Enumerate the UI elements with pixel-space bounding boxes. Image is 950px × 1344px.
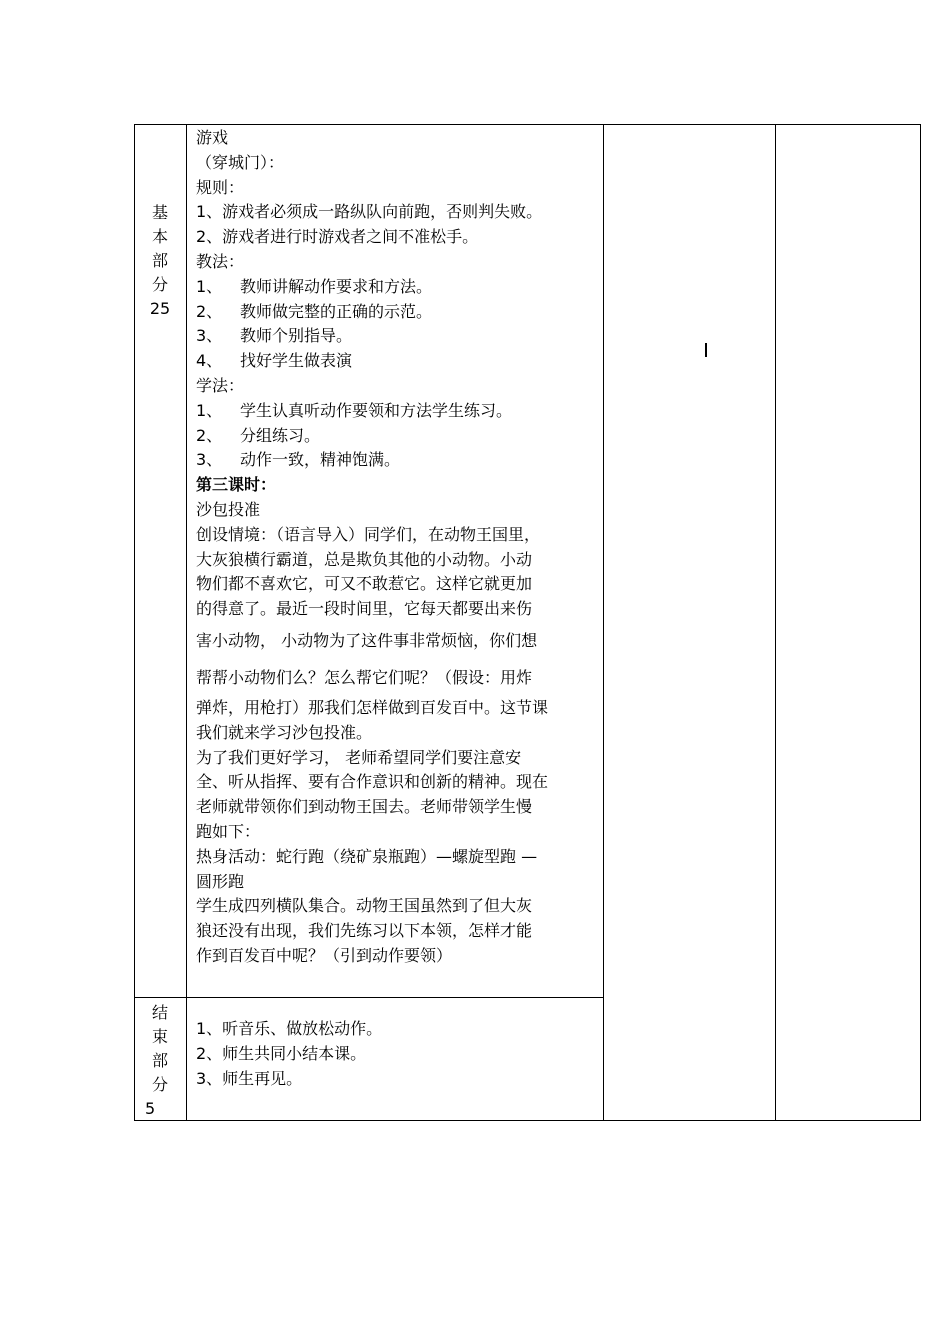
label-char: 束 (151, 1027, 168, 1046)
content-line: 全、听从指挥、要有合作意识和创新的精神。现在 (196, 772, 549, 792)
label-char: 分 (151, 1075, 168, 1094)
label-char: 分 (151, 275, 168, 294)
content-line: 规则： (196, 177, 245, 197)
lesson-plan-table (134, 124, 921, 1121)
text-cursor-mark (705, 343, 707, 357)
content-line: 1、听音乐、做放松动作。 (196, 1019, 383, 1038)
content-line: 沙包投准 (196, 499, 261, 519)
content-line: 害小动物， 小动物为了这件事非常烦恼，你们想 (196, 630, 538, 650)
column-divider (775, 125, 776, 1120)
content-line: 大灰狼横行霸道，总是欺负其他的小动物。小动 (196, 549, 533, 569)
content-line: 1、游戏者必须成一路纵队向前跑，否则判失败。 (196, 202, 543, 222)
learn-step: 3、 动作一致，精神饱满。 (196, 450, 401, 470)
content-line: 创设情境：（语言导入）同学们，在动物王国里， (196, 524, 541, 544)
content-line: 狼还没有出现，我们先练习以下本领，怎样才能 (196, 921, 533, 941)
content-line: 游戏 (196, 128, 229, 147)
content-line: 2、游戏者进行时游戏者之间不准松手。 (196, 227, 479, 247)
label-char: 本 (151, 227, 168, 246)
content-line: 学法： (196, 375, 245, 395)
teach-step: 1、 教师讲解动作要求和方法。 (196, 276, 433, 296)
content-line: 圆形跑 (196, 871, 245, 891)
teach-step: 3、 教师个别指导。 (196, 326, 353, 346)
content-line: 教法： (196, 251, 245, 271)
label-char: 基 (151, 203, 168, 222)
teach-step: 4、 找好学生做表演 (196, 351, 353, 371)
content-line: 物们都不喜欢它，可又不敢惹它。这样它就更加 (196, 574, 533, 594)
basic-section-label (135, 201, 185, 321)
label-char: 部 (151, 1051, 168, 1070)
lesson-heading: 第三课时： (196, 475, 277, 495)
content-line: 帮帮小动物们么？怎么帮它们呢？（假设：用炸 (196, 667, 533, 687)
label-char: 部 (151, 251, 168, 270)
content-line: 作到百发百中呢？（引到动作要领） (196, 945, 453, 965)
content-line: 为了我们更好学习， 老师希望同学们要注意安 (196, 747, 522, 767)
content-line: 弹炸，用枪打）那我们怎样做到百发百中。这节课 (196, 697, 549, 717)
content-line: 的得意了。最近一段时间里，它每天都要出来伤 (196, 599, 533, 619)
content-line: 2、师生共同小结本课。 (196, 1044, 367, 1063)
end-section-content (196, 1016, 606, 1091)
content-line: 学生成四列横队集合。动物王国虽然到了但大灰 (196, 896, 533, 916)
content-line: 老师就带领你们到动物王国去。老师带领学生慢 (196, 797, 533, 817)
content-line: （穿城门）： (196, 152, 285, 172)
learn-step: 1、 学生认真听动作要领和方法学生练习。 (196, 400, 513, 420)
end-section-minutes: 5 (145, 1099, 156, 1118)
row-divider (135, 997, 604, 998)
basic-section-content (196, 126, 606, 969)
content-line: 跑如下： (196, 821, 261, 841)
end-section-label (135, 1001, 185, 1121)
content-line: 我们就来学习沙包投准。 (196, 722, 373, 742)
content-line: 热身活动：蛇行跑（绕矿泉瓶跑）—螺旋型跑 — (196, 846, 538, 866)
teach-step: 2、 教师做完整的正确的示范。 (196, 301, 433, 321)
basic-section-minutes: 25 (149, 299, 171, 318)
label-char: 结 (151, 1003, 168, 1022)
column-divider (186, 125, 187, 1120)
content-line: 3、师生再见。 (196, 1069, 303, 1088)
learn-step: 2、 分组练习。 (196, 425, 321, 445)
